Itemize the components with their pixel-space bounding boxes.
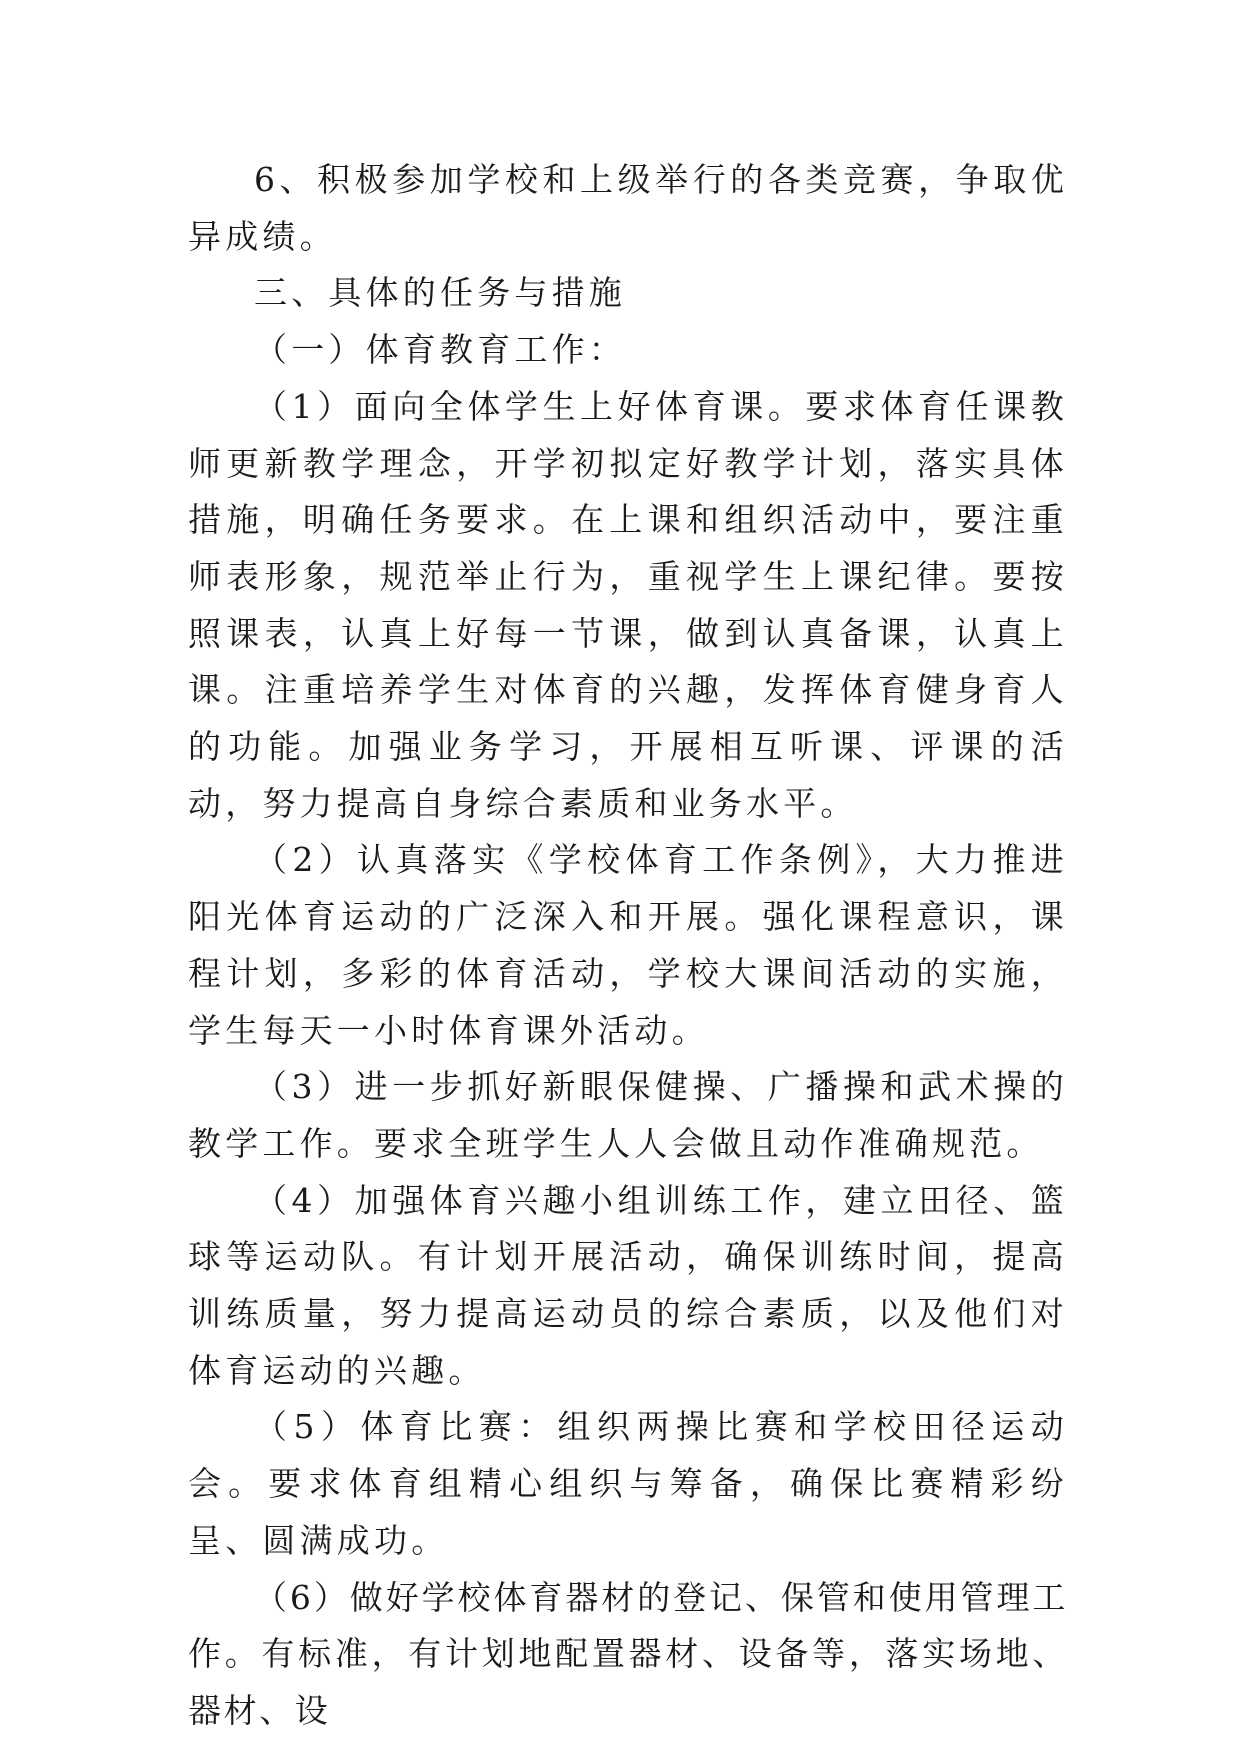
paragraph-equipment: （6）做好学校体育器材的登记、保管和使用管理工作。有标准，有计划地配置器材、设备等，落实场地、器材、设	[188, 1577, 1068, 1730]
paragraph-competitions: （5）体育比赛：组织两操比赛和学校田径运动会。要求体育组精心组织与筹备，确保比赛精彩纷呈、圆满成功。	[188, 1407, 1068, 1560]
paragraph-sunshine-sports: （2）认真落实《学校体育工作条例》，大力推进阳光体育运动的广泛深入和开展。强化课程意识，课程计划，多彩的体育活动，学校大课间活动的实施，学生每天一小时体育课外活动。	[188, 840, 1068, 1050]
paragraph-interest-groups: （4）加强体育兴趣小组训练工作，建立田径、篮球等运动队。有计划开展活动，确保训练时间，提高训练质量，努力提高运动员的综合素质，以及他们对体育运动的兴趣。	[188, 1180, 1068, 1390]
paragraph-item-6: 6、积极参加学校和上级举行的各类竞赛，争取优异成绩。	[188, 160, 1068, 256]
section-heading-tasks-measures: 三、具体的任务与措施	[254, 273, 626, 313]
paragraph-exercises: （3）进一步抓好新眼保健操、广播操和武术操的教学工作。要求全班学生人人会做且动作准确规范。	[188, 1067, 1068, 1163]
paragraph-pe-class: （1）面向全体学生上好体育课。要求体育任课教师更新教学理念，开学初拟定好教学计划，落实具体措施，明确任务要求。在上课和组织活动中，要注重师表形象，规范举止行为，重视学生上课纪律。要按照课表，认真上好每一节课，做到认真备课，认真上课。注重培养学生对体育的兴趣，发挥体育健身育人的功能。加强业务学习，开展相互听课、评课的活动，努力提高自身综合素质和业务水平。	[188, 386, 1068, 823]
document-body	[188, 152, 1068, 1740]
subsection-heading-pe-teaching: （一）体育教育工作：	[254, 330, 626, 370]
